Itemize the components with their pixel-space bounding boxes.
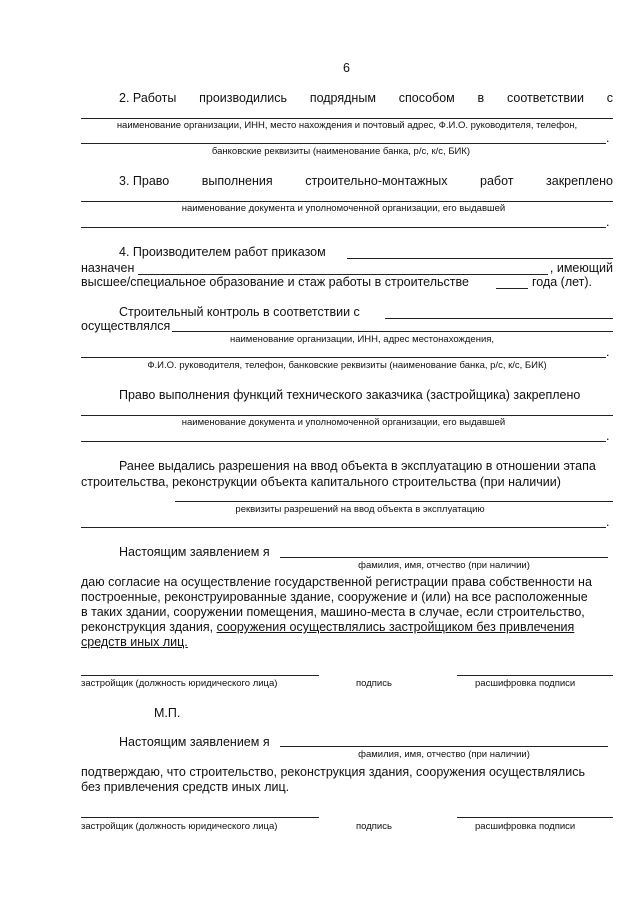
statement2-caption: фамилия, имя, отчество (при наличии)	[358, 749, 530, 760]
p2-word: с	[606, 91, 613, 105]
control-basis-field[interactable]	[385, 318, 613, 319]
p2-word: способом	[398, 91, 455, 105]
p3-word: выполнения	[201, 174, 273, 188]
p2-word: соответствии	[506, 91, 584, 105]
p4-order-field[interactable]	[347, 258, 613, 259]
signature1-developer-label: застройщик (должность юридического лица)	[81, 678, 278, 689]
p2-word: производились	[199, 91, 288, 105]
p4-line-3-start: высшее/специальное образование и стаж работы в строительстве	[81, 275, 469, 289]
control-caption-2: Ф.И.О. руководителя, телефон, банковские реквизиты (наименование банка, р/с, к/с, БИК)	[147, 360, 547, 371]
signature2-signature-label: подпись	[356, 821, 392, 832]
control-end-dot: .	[606, 345, 610, 359]
p2-word: в	[477, 91, 485, 105]
p4-line-1: 4. Производителем работ приказом	[119, 245, 326, 259]
statement1-body-line-4	[81, 620, 574, 634]
prev-permits-caption: реквизиты разрешений на ввод объекта в эксплуатацию	[235, 504, 485, 515]
statement1-body-line-1: даю согласие на осуществление государственной регистрации права собственности на	[81, 575, 592, 589]
p3-word: закреплено	[546, 174, 613, 188]
control-fill-line-2[interactable]	[81, 357, 606, 358]
control-org-field[interactable]	[172, 331, 613, 332]
tech-customer-end-dot: .	[606, 429, 610, 443]
p4-line-2-end: , имеющий	[549, 261, 613, 275]
p3-fill-line-2[interactable]	[81, 227, 606, 228]
signature2-developer-label: застройщик (должность юридического лица)	[81, 821, 278, 832]
p2-end-dot: .	[606, 131, 610, 145]
tech-customer-caption: наименование документа и уполномоченной организации, его выдавшей	[181, 417, 506, 428]
p3-fill-line-1[interactable]	[81, 201, 613, 202]
prev-permits-line-1: Ранее выдались разрешения на ввод объекта в эксплуатацию в отношении этапа	[119, 459, 596, 473]
statement1-line-1: Настоящим заявлением я	[119, 545, 270, 559]
signature2-developer-line[interactable]	[81, 817, 319, 818]
prev-permits-fill-line-2[interactable]	[81, 527, 606, 528]
p2-first-line	[119, 91, 613, 105]
p4-line-3-end: года (лет).	[532, 275, 593, 289]
statement2-body-line-1: подтверждаю, что строительство, реконструкция здания, сооружения осуществлялись	[81, 765, 585, 779]
signature2-decipher-line[interactable]	[457, 817, 613, 818]
statement1-body-line-4-plain: реконструкция здания,	[81, 620, 217, 634]
signature1-signature-label: подпись	[356, 678, 392, 689]
p2-fill-line-2[interactable]	[81, 143, 606, 144]
statement1-body-line-2: построенные, реконструированные здание, сооружение и (или) на все расположенные	[81, 590, 588, 604]
p4-experience-field[interactable]	[496, 288, 528, 289]
p4-line-2-start: назначен	[81, 261, 135, 275]
statement1-body-line-5: средств иных лиц.	[81, 635, 188, 649]
tech-customer-fill-line-1[interactable]	[81, 415, 613, 416]
p2-word: 2. Работы	[119, 91, 177, 105]
signature1-developer-line[interactable]	[81, 675, 319, 676]
prev-permits-line-2: строительства, реконструкции объекта капитального строительства (при наличии)	[81, 475, 561, 489]
control-line-2: осуществлялся	[81, 319, 171, 333]
statement1-body-line-3: в таких здании, сооружении помещения, машино-места в случае, если строительство,	[81, 605, 585, 619]
signature1-decipher-line[interactable]	[457, 675, 613, 676]
control-line-1: Строительный контроль в соответствии с	[119, 305, 360, 319]
p3-word: работ	[480, 174, 514, 188]
stamp-label: М.П.	[154, 706, 181, 720]
p3-caption: наименование документа и уполномоченной организации, его выдавшей	[181, 203, 506, 214]
signature1-decipher-label: расшифровка подписи	[475, 678, 576, 689]
statement2-line-1: Настоящим заявлением я	[119, 735, 270, 749]
p3-end-dot: .	[606, 215, 610, 229]
p3-word: строительно-монтажных	[305, 174, 448, 188]
p3-word: 3. Право	[119, 174, 170, 188]
p3-first-line	[119, 174, 613, 188]
tech-customer-line-1: Право выполнения функций технического заказчика (застройщика) закреплено	[119, 388, 581, 402]
statement2-body-line-2: без привлечения средств иных лиц.	[81, 780, 290, 794]
p2-word: подрядным	[309, 91, 376, 105]
control-caption-1: наименование организации, ИНН, адрес местонахождения,	[229, 334, 495, 345]
page-number: 6	[343, 61, 350, 75]
signature2-decipher-label: расшифровка подписи	[475, 821, 576, 832]
prev-permits-fill-line-1[interactable]	[175, 501, 613, 502]
p2-caption-2: банковские реквизиты (наименование банка, р/с, к/с, БИК)	[211, 146, 471, 157]
prev-permits-end-dot: .	[606, 515, 610, 529]
statement2-name-field[interactable]	[280, 746, 608, 747]
tech-customer-fill-line-2[interactable]	[81, 441, 606, 442]
p2-fill-line-1[interactable]	[81, 118, 613, 119]
p2-caption-1: наименование организации, ИНН, место нахождения и почтовый адрес, Ф.И.О. руководителя, телефон,	[116, 120, 578, 131]
statement1-body-line-4-underlined: сооружения осуществлялись застройщиком без привлечения	[216, 620, 575, 634]
statement1-caption: фамилия, имя, отчество (при наличии)	[358, 560, 530, 571]
statement1-name-field[interactable]	[280, 557, 608, 558]
